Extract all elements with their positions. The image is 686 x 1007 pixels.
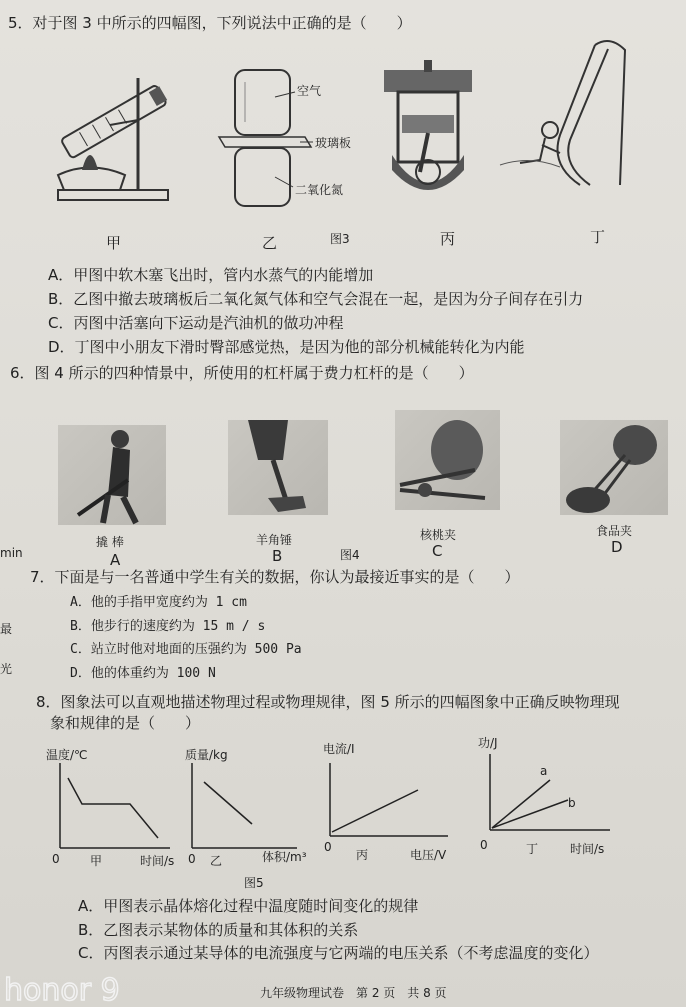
graph-ding-name: 丁 bbox=[526, 842, 539, 856]
margin-char-2: 光 bbox=[0, 662, 13, 676]
q7-option-d: D．他的体重约为 100 N bbox=[70, 666, 216, 681]
caption-jia: 甲 bbox=[106, 234, 122, 252]
watermark-text: honor 9 bbox=[4, 973, 120, 1007]
q5-stem: 5．对于图 3 中所示的四幅图，下列说法中正确的是（ ） bbox=[8, 14, 412, 32]
q8-fig5-caption: 图5 bbox=[244, 876, 264, 890]
label-air: 空气 bbox=[297, 84, 322, 98]
q6-letter-b: B bbox=[272, 547, 283, 565]
q6-letter-c: C bbox=[432, 542, 443, 560]
graph-jia-origin: 0 bbox=[52, 852, 60, 866]
photo-claw-hammer bbox=[228, 420, 328, 515]
q7-option-c: C．站立时他对地面的压强约为 500 Pa bbox=[70, 642, 302, 657]
graph-yi bbox=[182, 758, 312, 858]
graph-bing-ylabel: 电流/I bbox=[323, 742, 355, 756]
graph-ding-origin: 0 bbox=[480, 838, 488, 852]
graph-yi-ylabel: 质量/kg bbox=[185, 748, 228, 762]
graph-ding-xlabel: 时间/s bbox=[570, 842, 605, 856]
caption-yi: 乙 bbox=[262, 234, 278, 252]
graph-bing-xlabel: 电压/V bbox=[410, 848, 447, 862]
honor-watermark-logo bbox=[0, 962, 140, 1007]
q8-option-c: C．丙图表示通过某导体的电流强度与它两端的电压关系（不考虑温度的变化） bbox=[78, 944, 599, 962]
q6-name-b: 羊角锤 bbox=[256, 533, 293, 547]
graph-ding-label-b: b bbox=[568, 796, 576, 810]
q7-stem: 7．下面是与一名普通中学生有关的数据，你认为最接近事实的是（ ） bbox=[30, 568, 520, 586]
figure-ding-slide bbox=[500, 35, 645, 195]
q6-name-a: 撬 棒 bbox=[96, 535, 124, 549]
caption-ding: 丁 bbox=[590, 228, 606, 246]
graph-bing-name: 丙 bbox=[356, 848, 369, 862]
label-nitrogen-dioxide: 二氧化氮 bbox=[295, 183, 344, 197]
q6-stem: 6．图 4 所示的四种情景中，所使用的杠杆属于费力杠杆的是（ ） bbox=[10, 364, 474, 382]
graph-jia bbox=[50, 758, 180, 858]
photo-crowbar bbox=[58, 425, 166, 525]
page-footer: 九年级物理试卷 第 2 页 共 8 页 bbox=[260, 986, 447, 1000]
q5-option-c: C．丙图中活塞向下运动是汽油机的做功冲程 bbox=[48, 314, 344, 332]
q8-option-b: B．乙图表示某物体的质量和其体积的关系 bbox=[78, 921, 359, 939]
graph-yi-xlabel: 体积/m³ bbox=[262, 850, 307, 864]
q5-option-a: A．甲图中软木塞飞出时，管内水蒸气的内能增加 bbox=[48, 266, 374, 284]
margin-char-1: 最 bbox=[0, 622, 13, 636]
q8-option-a: A．甲图表示晶体熔化过程中温度随时间变化的规律 bbox=[78, 897, 419, 915]
graph-jia-xlabel: 时间/s bbox=[140, 854, 175, 868]
caption-bing: 丙 bbox=[440, 230, 456, 248]
graph-jia-ylabel: 温度/℃ bbox=[46, 748, 88, 762]
figure-jia-test-tube bbox=[50, 70, 180, 205]
q8-stem-line2: 象和规律的是（ ） bbox=[50, 714, 201, 732]
photo-nutcracker bbox=[395, 410, 500, 510]
q6-fig4-caption: 图4 bbox=[340, 548, 360, 562]
q6-name-d: 食品夹 bbox=[596, 524, 633, 538]
q6-name-c: 核桃夹 bbox=[420, 528, 457, 542]
margin-min: min bbox=[0, 546, 23, 560]
graph-yi-origin: 0 bbox=[188, 852, 196, 866]
graph-ding bbox=[480, 750, 620, 840]
q6-letter-a: A bbox=[110, 551, 121, 569]
q8-stem-line1: 8．图象法可以直观地描述物理过程或物理规律，图 5 所示的四幅图象中正确反映物理现 bbox=[36, 693, 620, 711]
graph-yi-name: 乙 bbox=[210, 854, 223, 868]
graph-bing bbox=[318, 758, 458, 858]
q5-option-d: D．丁图中小朋友下滑时臀部感觉热，是因为他的部分机械能转化为内能 bbox=[48, 338, 525, 356]
graph-ding-label-a: a bbox=[540, 764, 548, 778]
graph-ding-ylabel: 功/J bbox=[478, 736, 498, 750]
graph-jia-name: 甲 bbox=[90, 854, 103, 868]
q7-option-a: A．他的手指甲宽度约为 1 cm bbox=[70, 595, 247, 610]
label-glass-plate: 玻璃板 bbox=[315, 136, 352, 150]
q7-option-b: B．他步行的速度约为 15 m / s bbox=[70, 619, 266, 634]
photo-food-tongs bbox=[560, 420, 668, 515]
q6-letter-d: D bbox=[611, 538, 623, 556]
caption-fig3: 图3 bbox=[330, 232, 350, 246]
figure-bing-engine bbox=[380, 60, 480, 195]
graph-bing-origin: 0 bbox=[324, 840, 332, 854]
q5-option-b: B．乙图中撤去玻璃板后二氧化氮气体和空气会混在一起，是因为分子间存在引力 bbox=[48, 290, 584, 308]
